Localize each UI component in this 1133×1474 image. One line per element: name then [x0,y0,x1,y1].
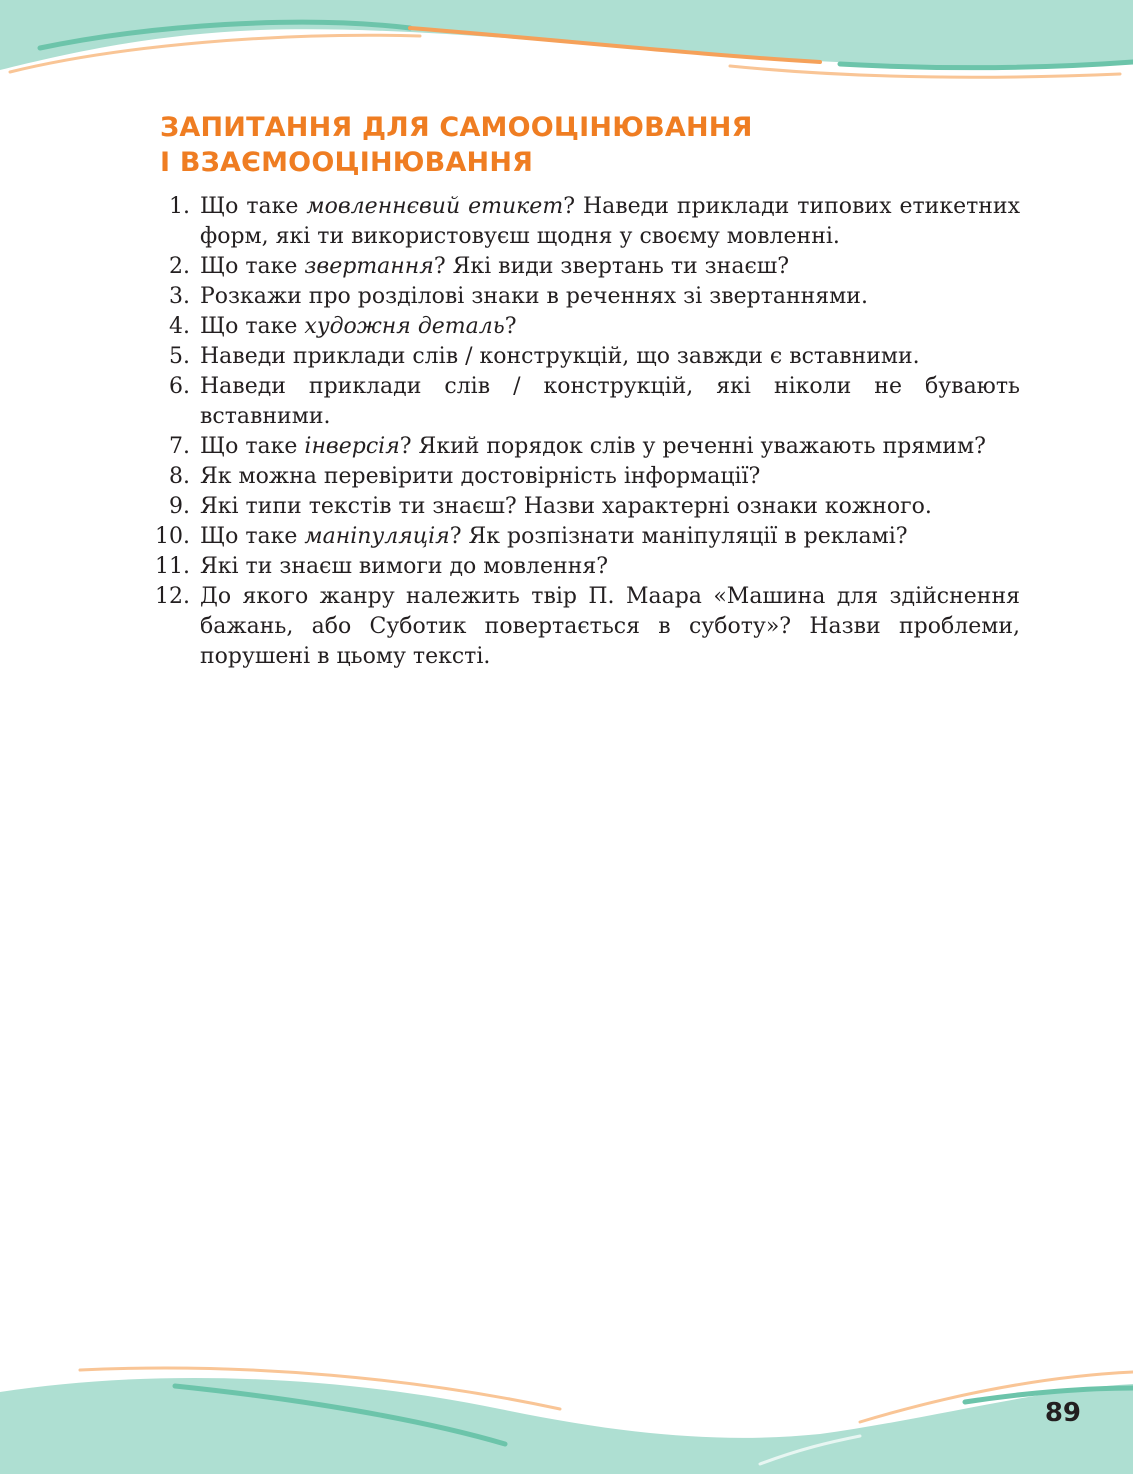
question-number: 3. [169,284,190,309]
question-item [150,252,1020,282]
bottom-wave-decoration [0,1364,1133,1474]
top-wave-decoration [0,0,1133,90]
question-text: Наведи приклади слів / конструкцій, що завжди є вставними. [200,344,920,369]
question-number: 10. [155,524,190,549]
question-item [150,372,1020,432]
question-text: Розкажи про розділові знаки в реченнях зі звертаннями. [200,284,868,309]
section-heading-line-1: ЗАПИТАННЯ ДЛЯ САМООЦІНЮВАННЯ [160,112,753,143]
page-number: 89 [1044,1398,1081,1428]
question-number: 2. [169,254,190,279]
question-number: 12. [155,584,190,609]
question-number: 9. [169,494,190,519]
question-number: 8. [169,464,190,489]
question-text: Які ти знаєш вимоги до мовлення? [200,554,609,579]
question-term: маніпуляція [304,524,450,549]
question-number: 5. [169,344,190,369]
question-text: Що таке мовленнєвий етикет? Наведи приклади типових етикетних форм, які ти використовуєш щодня у своєму мовленні. [200,194,1020,249]
question-number: 4. [169,314,190,339]
question-item [150,312,1020,342]
question-text: Наведи приклади слів / конструкцій, які ніколи не бувають вставними. [200,374,1020,429]
question-term: інверсія [304,434,400,459]
question-item [150,192,1020,252]
question-text: Що таке звертання? Які види звертань ти знаєш? [200,254,790,279]
question-item [150,462,1020,492]
question-item [150,282,1020,312]
section-heading [160,110,1040,180]
section-heading-line-2: І ВЗАЄМООЦІНЮВАННЯ [160,147,534,178]
question-item [150,582,1020,672]
question-item [150,522,1020,552]
question-text: Як можна перевірити достовірність інформації? [200,464,761,489]
question-number: 6. [169,374,190,399]
question-term: мовленнєвий етикет [306,194,564,219]
question-item [150,552,1020,582]
question-item [150,432,1020,462]
question-text: Що таке інверсія? Який порядок слів у реченні уважають прямим? [200,434,986,459]
question-list [150,192,1020,672]
question-text: Які типи текстів ти знаєш? Назви характерні ознаки кожного. [200,494,932,519]
question-number: 7. [169,434,190,459]
question-item [150,492,1020,522]
question-number: 1. [169,194,190,219]
question-term: звертання [304,254,434,279]
question-text: Що таке маніпуляція? Як розпізнати маніпуляції в рекламі? [200,524,908,549]
question-text: До якого жанру належить твір П. Маара «Машина для здійснення бажань, або Суботик повертається в суботу»? Назви проблеми, порушені в цьому тексті. [200,584,1020,669]
question-text: Що таке художня деталь? [200,314,517,339]
question-term: художня деталь [304,314,505,339]
question-number: 11. [155,554,190,579]
question-item [150,342,1020,372]
